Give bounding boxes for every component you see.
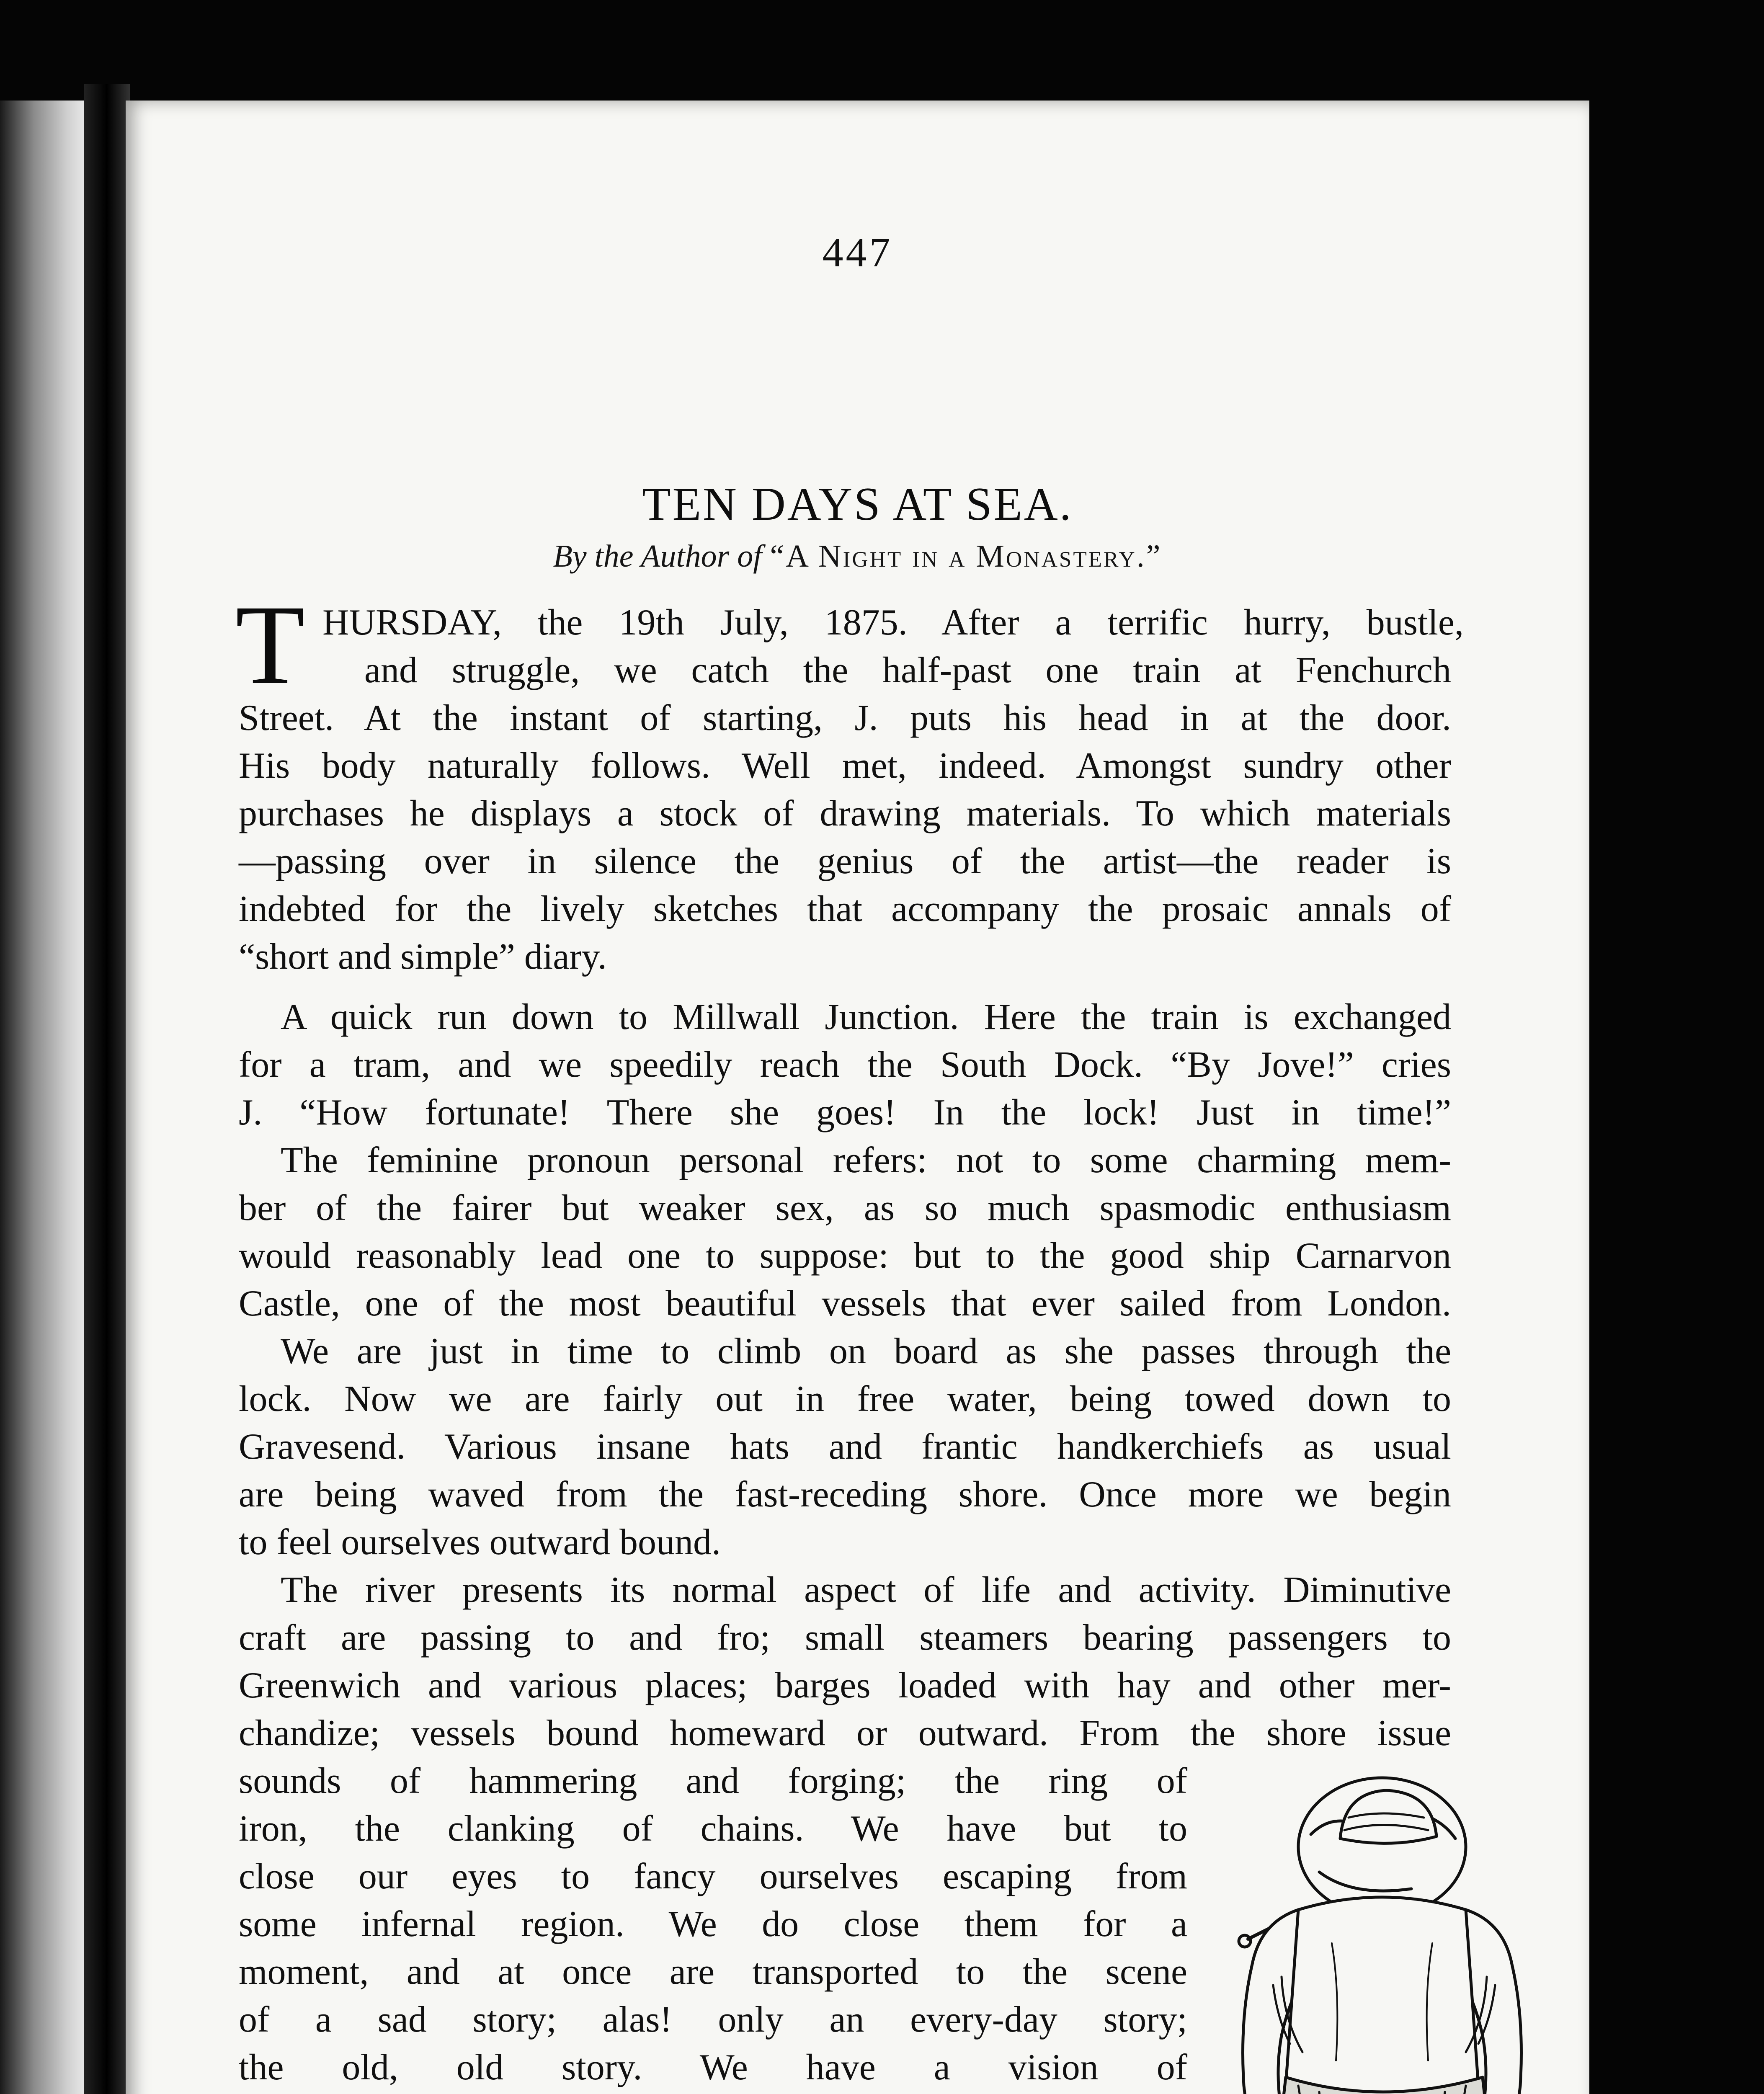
text-line: Street. At the instant of starting, J. puts his head in at the door. xyxy=(239,698,1451,738)
text-line: We are just in time to climb on board as she passes through the xyxy=(281,1331,1451,1372)
drop-cap: T xyxy=(235,582,305,708)
text-line: Castle, one of the most beautiful vessels that ever sailed from London. xyxy=(239,1283,1451,1324)
paragraph-3 xyxy=(239,1137,1451,1328)
article-title: TEN DAYS AT SEA. xyxy=(642,478,1073,530)
text-line: chandize; vessels bound homeward or outward. From the shore issue xyxy=(239,1713,1451,1754)
text-line: to feel ourselves outward bound. xyxy=(239,1522,721,1563)
byline-work: “A Night in a Monastery.” xyxy=(770,539,1162,574)
text-line: A quick run down to Millwall Junction. Here the train is exchanged xyxy=(281,997,1451,1037)
book-gutter xyxy=(84,84,130,2094)
text-line: craft are passing to and fro; small steamers bearing passengers to xyxy=(239,1617,1451,1658)
text-line: for a tram, and we speedily reach the South Dock. “By Jove!” cries xyxy=(239,1044,1451,1085)
paragraph-1 xyxy=(239,599,1464,981)
text-line: HURSDAY, the 19th July, 1875. After a terrific hurry, bustle, xyxy=(322,602,1464,643)
text-line: “short and simple” diary. xyxy=(239,936,607,977)
facing-page-edge xyxy=(0,101,84,2094)
text-line: the old, old story. We have a vision of xyxy=(239,2047,1187,2088)
text-line: iron, the clanking of chains. We have but to xyxy=(239,1808,1187,1849)
text-line: Greenwich and various places; barges loaded with hay and other mer- xyxy=(239,1665,1451,1706)
text-line: indebted for the lively sketches that accompany the prosaic annals of xyxy=(239,889,1451,929)
text-line: moment, and at once are transported to the scene xyxy=(239,1952,1187,1992)
text-line: sounds of hammering and forging; the ring of xyxy=(239,1761,1187,1801)
text-line: are being waved from the fast-receding shore. Once more we begin xyxy=(239,1474,1451,1515)
paragraph-5 xyxy=(239,1566,1451,1757)
text-line xyxy=(239,2091,1187,2094)
text-line: close our eyes to fancy ourselves escaping from xyxy=(239,1856,1187,1897)
text-line: purchases he displays a stock of drawing materials. To which materials xyxy=(239,793,1451,834)
text-line: would reasonably lead one to suppose: but to the good ship Carnarvon xyxy=(239,1235,1451,1276)
text-line: —passing over in silence the genius of the artist—the reader is xyxy=(239,841,1451,882)
book-page xyxy=(126,101,1589,2094)
paragraph-5-wrapped xyxy=(239,1757,1187,2094)
paragraph-4 xyxy=(239,1328,1451,1566)
text-line: lock. Now we are fairly out in free water, being towed down to xyxy=(239,1379,1451,1419)
text-line: of a sad story; alas! only an every-day story; xyxy=(239,1999,1187,2040)
text-line: some infernal region. We do close them for a xyxy=(239,1904,1187,1944)
text-line: His body naturally follows. Well met, indeed. Amongst sundry other xyxy=(239,745,1451,786)
text-line: ber of the fairer but weaker sex, as so much spasmodic enthusiasm xyxy=(239,1188,1451,1228)
byline xyxy=(126,538,1589,575)
text-line: The river presents its normal aspect of life and activity. Diminutive xyxy=(281,1570,1451,1610)
page-number: 447 xyxy=(822,229,893,276)
byline-prefix: By the Author of xyxy=(553,539,762,574)
paragraph-2 xyxy=(239,993,1451,1137)
text-line: J. “How fortunate! There she goes! In the lock! Just in time!” xyxy=(239,1092,1451,1133)
pilot-sketch-icon xyxy=(1206,1767,1594,2094)
text-line: The feminine pronoun personal refers: not to some charming mem- xyxy=(281,1140,1451,1181)
text-line: and struggle, we catch the half-past one train at Fenchurch xyxy=(364,650,1451,691)
text-line: Gravesend. Various insane hats and frantic handkerchiefs as usual xyxy=(239,1426,1451,1467)
